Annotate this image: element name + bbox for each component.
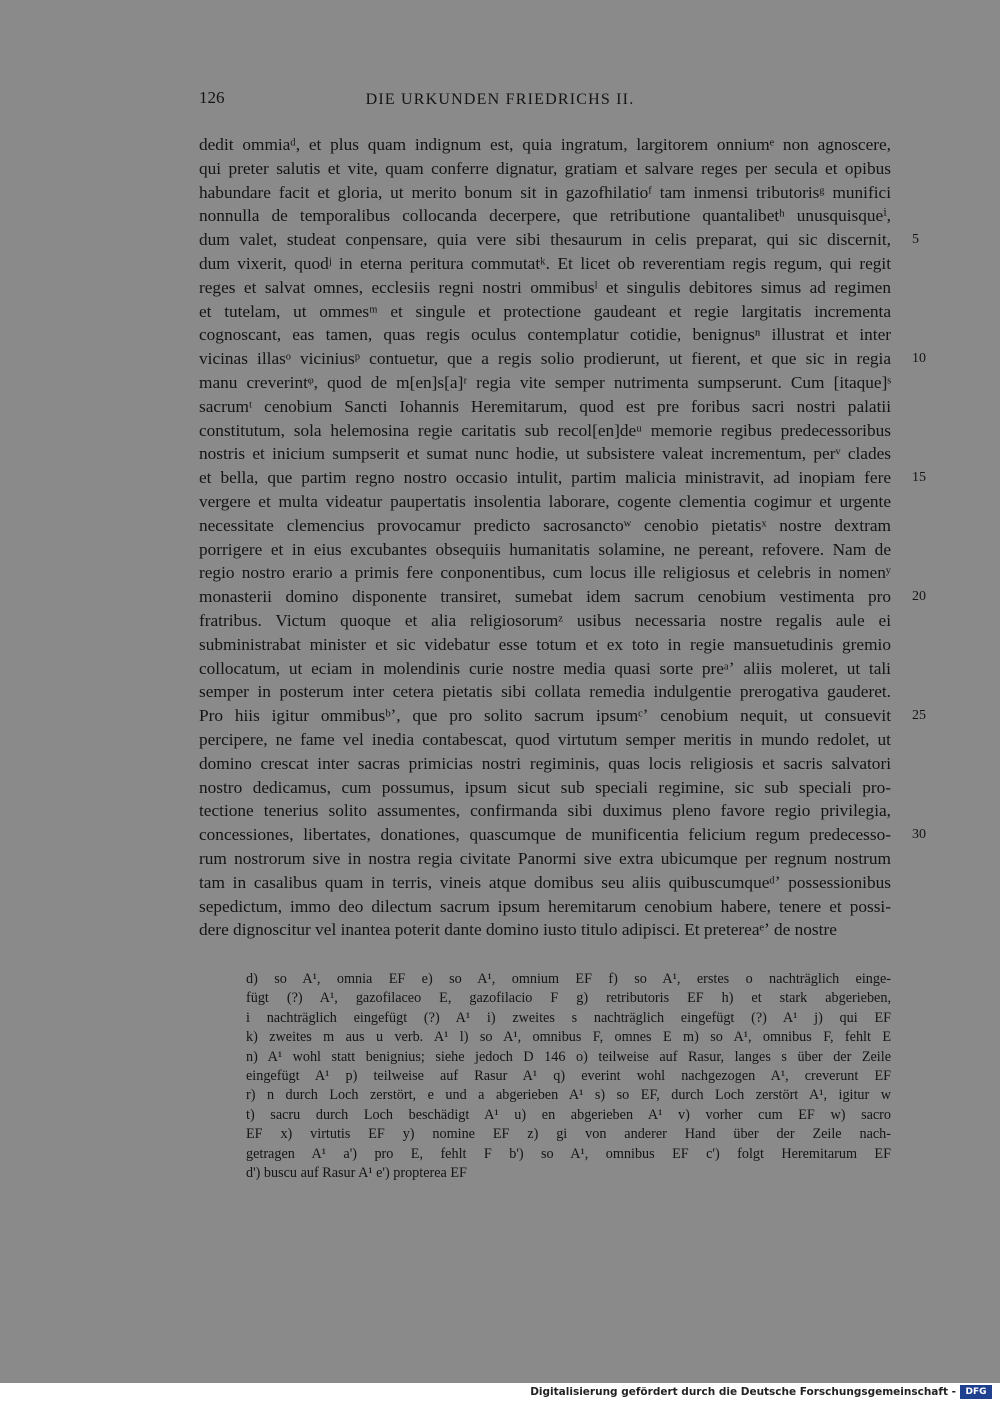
text-line: collocatum, ut eciam in molendinis curie nostre media quasi sorte preᵃʼ aliis moleret, ut tali bbox=[199, 658, 891, 678]
main-text-block bbox=[199, 133, 891, 942]
text-line: constitutum, sola helemosina regie caritatis sub recol[en]deᵘ memorie regibus predecessoribus bbox=[199, 420, 891, 440]
footnote-line: k) zweites m aus u verb. A¹ l) so A¹, omnibus F, omnes E m) so A¹, omnibus F, fehlt E bbox=[246, 1029, 891, 1046]
text-line: nostro dedicamus, cum possumus, ipsum sicut sub speciali regimine, sic sub speciali pro- bbox=[199, 777, 891, 797]
margin-line-number: 25 bbox=[912, 708, 926, 724]
text-line: tam in casalibus quam in terris, vineis atque domibus seu aliis quibuscumqueᵈʼ possessionibus bbox=[199, 872, 891, 892]
text-line: percipere, ne fame vel inedia contabescat, quod virtutum semper meritis in mundo redolet, ut bbox=[199, 729, 891, 749]
footnote-line: fügt (?) A¹, gazofilaceo E, gazofilacio F g) retributoris EF h) et stark abgerieben, bbox=[246, 990, 891, 1007]
text-line: reges et salvat omnes, ecclesiis regni nostri ommibusˡ et singulis debitores simus ad regimen bbox=[199, 277, 891, 297]
text-line: qui preter salutis et vite, quam conferre dignatur, gratiam et salvare reges per secula et opibus bbox=[199, 158, 891, 178]
text-line: cognoscant, eas tamen, quas regis oculus contemplatur cotidie, benignusⁿ illustrat et inter bbox=[199, 325, 891, 345]
text-line: et tutelam, ut ommesᵐ et singule et protectione gaudeant et regie largitatis incrementa bbox=[199, 301, 891, 321]
text-line: nostris et inicium sumpserit et sumat nunc hodie, ut subsistere valeat incrementum, perᵛ clades bbox=[199, 444, 891, 464]
text-line: domino crescat inter sacras primicias nostri regiminis, quas locis religiosis et sacris salvatori bbox=[199, 753, 891, 773]
text-line: vicinas illasᵒ viciniusᵖ contuetur, que a regis solio prodierunt, ut fierent, et que sic in regia bbox=[199, 349, 891, 369]
footnote-line: d) so A¹, omnia EF e) so A¹, omnium EF f) so A¹, erstes o nachträglich einge- bbox=[246, 971, 891, 987]
margin-line-number: 15 bbox=[912, 470, 926, 486]
text-line: et bella, que partim regno nostro occasio intulit, partim malicia ministravit, ad inopiam fere bbox=[199, 468, 891, 488]
footnote-line: i nachträglich eingefügt (?) A¹ i) zweites s nachträglich eingefügt (?) A¹ j) qui EF bbox=[246, 1009, 891, 1026]
footnote-line: t) sacru durch Loch beschädigt A¹ u) en abgerieben A¹ v) vorher cum EF w) sacro bbox=[246, 1106, 891, 1123]
text-line: Pro hiis igitur ommibusᵇʼ, que pro solito sacrum ipsumᶜʼ cenobium nequit, ut consuevit bbox=[199, 706, 891, 726]
text-line: subministrabat minister et sic videbatur esse totum et ex toto in regie mansuetudinis gremio bbox=[199, 634, 891, 654]
text-line: monasterii domino disponente transiret, sumebat idem sacrum cenobium vestimenta pro bbox=[199, 587, 891, 607]
text-line: dum valet, studeat conpensare, quia vere sibi thesaurum in celis preparat, qui sic discernit, bbox=[199, 230, 891, 250]
footnote-line: n) A¹ wohl statt benignius; siehe jedoch D 146 o) teilweise auf Rasur, langes s über der Zeile bbox=[246, 1048, 891, 1065]
text-line: necessitate clemencius provocamur predicto sacrosanctoʷ cenobio pietatisˣ nostre dextram bbox=[199, 515, 891, 535]
text-line: habundare facit et gloria, ut merito bonum sit in gazofhilatioᶠ tam inmensi tributorisᵍ munifici bbox=[199, 182, 891, 202]
text-line: regio nostro erario a primis fere conponentibus, cum locus ille religiosus et celebris in nomenʸ bbox=[199, 563, 891, 583]
footer-bar bbox=[0, 1383, 1000, 1403]
footnote-line: r) n durch Loch zerstört, e und a abgerieben A¹ s) so EF, durch Loch zerstört A¹, igitur w bbox=[246, 1087, 891, 1104]
footnote-line: getragen A¹ a') pro E, fehlt F b') so A¹, omnibus EF c') folgt Heremitarum EF bbox=[246, 1145, 891, 1162]
text-line: porrigere et in eius excubantes obsequiis humanitatis solamine, ne pereant, refovere. Nam de bbox=[199, 539, 891, 559]
running-title: DIE URKUNDEN FRIEDRICHS II. bbox=[365, 91, 635, 108]
page-number: 126 bbox=[199, 88, 225, 107]
text-line: tectione tenerius solito assumentes, confirmanda sibi duximus pleno favore regio privilegia, bbox=[199, 801, 891, 821]
critical-apparatus bbox=[246, 970, 891, 1183]
margin-line-number: 30 bbox=[912, 827, 926, 843]
dfg-logo: DFG bbox=[960, 1385, 992, 1399]
text-line: sepedictum, immo deo dilectum sacrum ipsum heremitarum cenobium habere, tenere et possi- bbox=[199, 896, 891, 916]
funding-credit: Digitalisierung gefördert durch die Deutsche Forschungsgemeinschaft - bbox=[530, 1386, 956, 1398]
text-line: semper in posterum inter cetera pietatis sibi collata remedia indulgentie prerogativa gauderet. bbox=[199, 682, 891, 702]
footnote-line: d') buscu auf Rasur A¹ e') propterea EF bbox=[246, 1164, 467, 1181]
margin-line-number: 10 bbox=[912, 351, 926, 367]
text-line: rum nostrorum sive in nostra regia civitate Panormi sive extra ubicumque per regnum nostrum bbox=[199, 848, 891, 868]
footnote-line: eingefügt A¹ p) teilweise auf Rasur A¹ q) everint wohl nachgezogen A¹, creverunt EF bbox=[246, 1067, 891, 1084]
text-line: sacrumᵗ cenobium Sancti Iohannis Heremitarum, quod est pre foribus sacri nostri palatii bbox=[199, 396, 891, 416]
text-line: dedit ommiaᵈ, et plus quam indignum est, quia ingratum, largitorem onniumᵉ non agnoscere, bbox=[199, 135, 891, 154]
margin-line-number: 5 bbox=[912, 232, 919, 248]
text-line: dum vixerit, quodʲ in eterna peritura commutatᵏ. Et licet ob reverentiam regis regum, qui regit bbox=[199, 253, 891, 273]
text-line: dere dignoscitur vel inantea poterit dante domino iusto titulo adipisci. Et pretereaᵉʼ de nostre bbox=[199, 920, 837, 940]
text-line: manu creverintᵠ, quod de m[en]s[a]ʳ regia vite semper nutrimenta sumpserunt. Cum [itaque]ˢ bbox=[199, 372, 891, 392]
text-line: concessiones, libertates, donationes, quascumque de munificentia felicium regum predecesso- bbox=[199, 825, 891, 845]
text-line: fratribus. Victum quoque et alia religiosorumᶻ usibus necessaria nostre regalis aule ei bbox=[199, 610, 891, 630]
text-line: nonnulla de temporalibus collocanda decerpere, que retributione quantalibetʰ unusquisqueⁱ, bbox=[199, 206, 891, 226]
footnote-line: EF x) virtutis EF y) nomine EF z) gi von anderer Hand über der Zeile nach- bbox=[246, 1126, 891, 1143]
margin-line-number: 20 bbox=[912, 589, 926, 605]
text-line: vergere et multa videatur paupertatis insolentia laborare, cogente clementia cogimur et urgente bbox=[199, 491, 891, 511]
